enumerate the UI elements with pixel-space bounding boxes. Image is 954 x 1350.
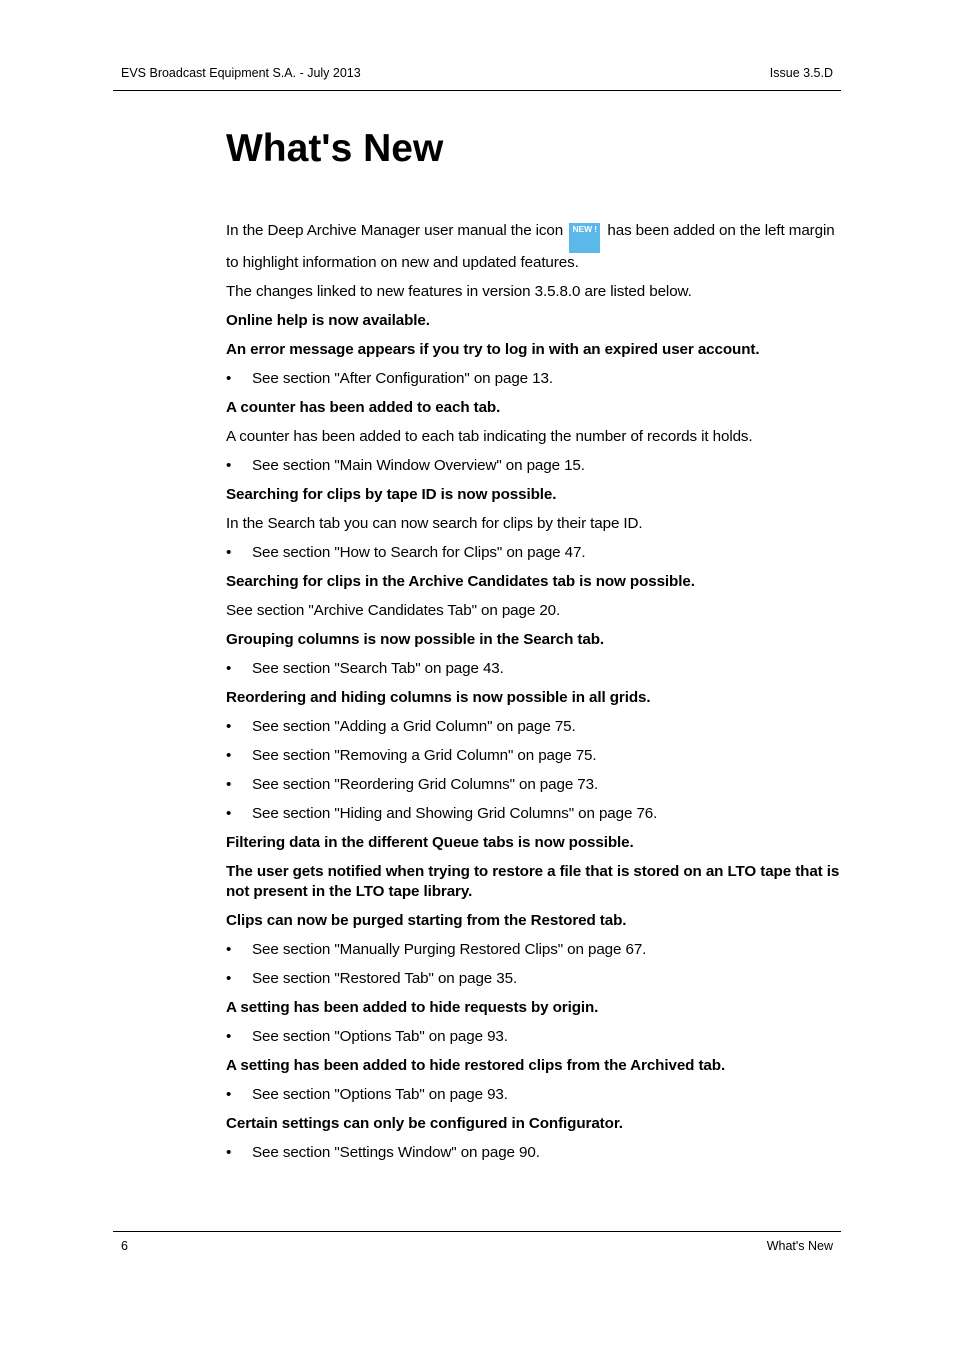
see-section-text: See section "Hiding and Showing Grid Columns" on page 76.: [252, 805, 658, 822]
feature-heading: Clips can now be purged starting from the Restored tab.: [226, 912, 627, 929]
feature-heading: Grouping columns is now possible in the Search tab.: [226, 631, 605, 648]
see-section-text: See section "Removing a Grid Column" on page 75.: [252, 747, 597, 764]
content-body: [226, 221, 846, 1172]
header-company-date: EVS Broadcast Equipment S.A. - July 2013: [121, 66, 361, 80]
see-section-text: See section "Options Tab" on page 93.: [252, 1086, 508, 1103]
see-section-bullet: [226, 1085, 846, 1105]
feature-heading: Searching for clips by tape ID is now possible.: [226, 486, 557, 503]
bullet-icon: •: [226, 544, 232, 561]
see-section-text: See section "Adding a Grid Column" on page 75.: [252, 718, 576, 735]
see-section-bullet: [226, 543, 846, 563]
feature-description: In the Search tab you can now search for clips by their tape ID.: [226, 515, 643, 532]
bullet-icon: •: [226, 1144, 232, 1161]
see-section-text: See section "Manually Purging Restored Clips" on page 67.: [252, 941, 647, 958]
page-footer: [113, 1231, 841, 1253]
feature-heading: An error message appears if you try to log in with an expired user account.: [226, 341, 760, 358]
changes-intro: The changes linked to new features in version 3.5.8.0 are listed below.: [226, 283, 692, 300]
footer-page-number: 6: [121, 1239, 128, 1253]
see-section-bullet: [226, 804, 846, 824]
bullet-icon: •: [226, 718, 232, 735]
see-section-bullet: [226, 369, 846, 389]
bullet-icon: •: [226, 1086, 232, 1103]
see-section-text: See section "Main Window Overview" on page 15.: [252, 457, 585, 474]
page-title: What's New: [226, 127, 444, 170]
see-section-text: See section "How to Search for Clips" on page 47.: [252, 544, 586, 561]
feature-heading: A counter has been added to each tab.: [226, 399, 501, 416]
feature-heading: A setting has been added to hide requests by origin.: [226, 999, 599, 1016]
see-section-bullet: [226, 1143, 846, 1163]
feature-heading: Searching for clips in the Archive Candidates tab is now possible.: [226, 573, 695, 590]
see-section-text: See section "Reordering Grid Columns" on page 73.: [252, 776, 599, 793]
see-section-bullet: [226, 659, 846, 679]
feature-heading: Reordering and hiding columns is now possible in all grids.: [226, 689, 651, 706]
intro-text-after: has been added on the left margin to highlight information on new and updated features.: [226, 222, 835, 271]
bullet-icon: •: [226, 805, 232, 822]
feature-description: A counter has been added to each tab indicating the number of records it holds.: [226, 428, 753, 445]
intro-text-before: In the Deep Archive Manager user manual the icon: [226, 222, 564, 239]
intro-paragraph: [226, 221, 846, 273]
see-section-bullet: [226, 775, 846, 795]
page-header: [113, 66, 841, 91]
see-section-text: See section "Options Tab" on page 93.: [252, 1028, 508, 1045]
feature-description: See section "Archive Candidates Tab" on page 20.: [226, 602, 561, 619]
feature-heading: Filtering data in the different Queue tabs is now possible.: [226, 834, 634, 851]
bullet-icon: •: [226, 370, 232, 387]
feature-heading: A setting has been added to hide restored clips from the Archived tab.: [226, 1057, 726, 1074]
feature-heading: Certain settings can only be configured in Configurator.: [226, 1115, 623, 1132]
bullet-icon: •: [226, 1028, 232, 1045]
bullet-icon: •: [226, 970, 232, 987]
bullet-icon: •: [226, 776, 232, 793]
feature-heading: The user gets notified when trying to restore a file that is stored on an LTO tape that is not present in the LTO tape library.: [226, 863, 840, 900]
see-section-bullet: [226, 456, 846, 476]
bullet-icon: •: [226, 660, 232, 677]
bullet-icon: •: [226, 457, 232, 474]
see-section-bullet: [226, 717, 846, 737]
footer-section-title: What's New: [766, 1239, 833, 1253]
see-section-text: See section "Restored Tab" on page 35.: [252, 970, 518, 987]
see-section-bullet: [226, 746, 846, 766]
see-section-bullet: [226, 969, 846, 989]
bullet-icon: •: [226, 747, 232, 764]
see-section-bullet: [226, 940, 846, 960]
see-section-text: See section "After Configuration" on page 13.: [252, 370, 553, 387]
see-section-bullet: [226, 1027, 846, 1047]
see-section-text: See section "Settings Window" on page 90.: [252, 1144, 540, 1161]
feature-heading: Online help is now available.: [226, 312, 430, 329]
see-section-text: See section "Search Tab" on page 43.: [252, 660, 504, 677]
header-issue: Issue 3.5.D: [769, 66, 833, 80]
bullet-icon: •: [226, 941, 232, 958]
new-badge-icon: NEW !: [569, 223, 600, 253]
